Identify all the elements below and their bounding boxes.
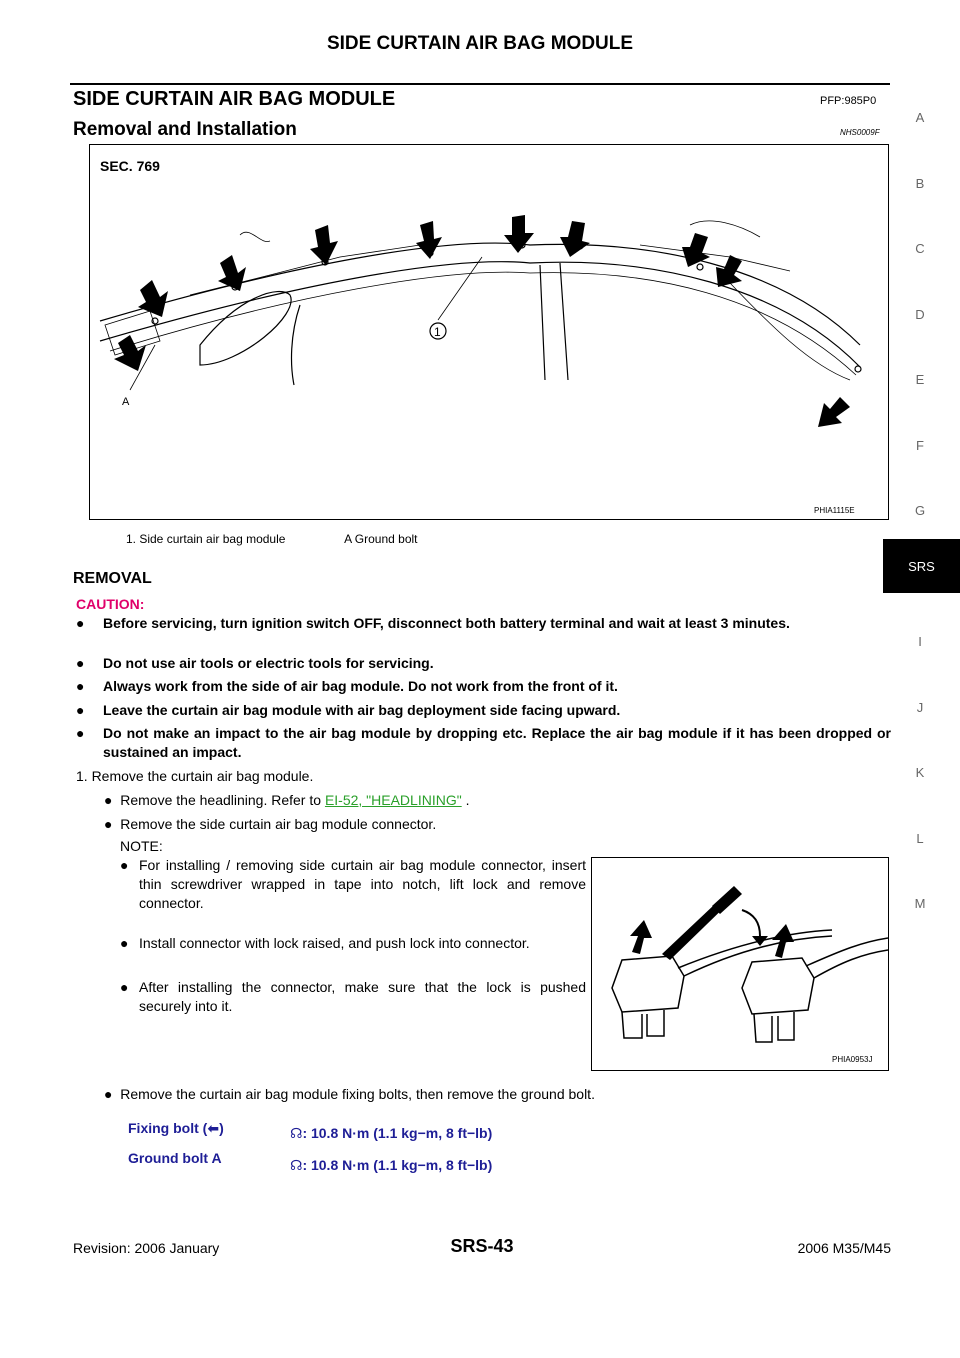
step-1: 1. Remove the curtain air bag module. bbox=[76, 768, 314, 784]
arrow-left-icon: ⬅ bbox=[207, 1120, 220, 1136]
caution-item: ● Always work from the side of air bag module. Do not work from the front of it. bbox=[76, 678, 618, 694]
header-rule bbox=[70, 83, 890, 85]
caution-item: ● Leave the curtain air bag module with air bag deployment side facing upward. bbox=[76, 702, 621, 718]
roof-rail-figure bbox=[89, 144, 889, 520]
caption-item-1: 1. Side curtain air bag module bbox=[126, 532, 286, 546]
page-header-title: SIDE CURTAIN AIR BAG MODULE bbox=[326, 33, 634, 54]
sub-step-connector: ● Remove the side curtain air bag module connector. bbox=[104, 816, 437, 832]
tab-j[interactable]: J bbox=[916, 700, 924, 715]
tab-b[interactable]: B bbox=[915, 176, 925, 191]
tab-l[interactable]: L bbox=[916, 831, 924, 846]
figure1-caption bbox=[126, 532, 474, 546]
page-number: SRS-43 bbox=[450, 1236, 514, 1256]
spec-ground-bolt-label: Ground bolt A bbox=[128, 1150, 222, 1166]
tab-g[interactable]: G bbox=[914, 503, 926, 518]
spec-fixing-bolt-label: Fixing bolt (⬅) bbox=[128, 1120, 224, 1136]
note-item: ● After installing the connector, make sure that the lock is pushed securely into it. bbox=[120, 979, 586, 1014]
caution-item: ● Before servicing, turn ignition switch OFF, disconnect both battery terminal and wait at least 3 minutes. bbox=[76, 615, 790, 631]
tab-f[interactable]: F bbox=[916, 438, 924, 453]
tab-d[interactable]: D bbox=[915, 307, 925, 322]
roof-rail-diagram bbox=[90, 145, 888, 519]
tab-srs-active[interactable]: SRS bbox=[883, 539, 960, 593]
torque-wrench-icon: ☊ bbox=[290, 1157, 303, 1173]
tab-a[interactable]: A bbox=[915, 110, 925, 125]
caption-item-a: A Ground bolt bbox=[344, 532, 418, 546]
note-item: ● For installing / removing side curtain air bag module connector, insert thin screwdriver wrapped in tape into notch, lift lock and remove connector. bbox=[120, 857, 586, 911]
callout-1: 1 bbox=[434, 325, 441, 339]
headlining-link[interactable]: EI-52, "HEADLINING" bbox=[324, 792, 462, 808]
torque-wrench-icon: ☊ bbox=[290, 1125, 303, 1141]
fixing-bolt-arrows bbox=[114, 215, 850, 427]
sec-label: SEC. 769 bbox=[100, 158, 160, 174]
sub-step-headlining: ● Remove the headlining. Refer to EI-52, "HEADLINING" . bbox=[104, 792, 470, 808]
tab-m[interactable]: M bbox=[914, 896, 926, 911]
section-title: SIDE CURTAIN AIR BAG MODULE bbox=[73, 88, 396, 110]
note-label: NOTE: bbox=[120, 838, 163, 854]
tab-k[interactable]: K bbox=[915, 765, 925, 780]
spec-ground-bolt-value: ☊: 10.8 N·m (1.1 kg−m, 8 ft−lb) bbox=[290, 1157, 493, 1173]
model-name: 2006 M35/M45 bbox=[797, 1240, 891, 1256]
connector-figure bbox=[591, 857, 889, 1071]
caution-item: ● Do not make an impact to the air bag module by dropping etc. Replace the air bag module if it has been dropped or sustained an impact. bbox=[76, 725, 891, 760]
spec-fixing-bolt-value: ☊: 10.8 N·m (1.1 kg−m, 8 ft−lb) bbox=[290, 1125, 493, 1141]
tab-i[interactable]: I bbox=[918, 634, 922, 649]
revision-date: Revision: 2006 January bbox=[73, 1240, 220, 1256]
tab-e[interactable]: E bbox=[915, 372, 925, 387]
subsection-title: Removal and Installation bbox=[73, 119, 297, 140]
figure1-id: PHIA1115E bbox=[814, 506, 855, 515]
tab-c[interactable]: C bbox=[915, 241, 925, 256]
note-item: ● Install connector with lock raised, and push lock into connector. bbox=[120, 935, 530, 951]
caution-label: CAUTION: bbox=[76, 596, 145, 612]
nhs-code: NHS0009F bbox=[840, 128, 880, 137]
sub-step-bolts: ● Remove the curtain air bag module fixing bolts, then remove the ground bolt. bbox=[104, 1086, 595, 1102]
figure2-id: PHIA0953J bbox=[832, 1055, 873, 1064]
callout-a: A bbox=[122, 396, 130, 408]
removal-heading: REMOVAL bbox=[73, 570, 152, 587]
pfp-code: PFP:985P0 bbox=[820, 95, 877, 107]
connector-diagram bbox=[592, 858, 888, 1070]
caution-item: ● Do not use air tools or electric tools for servicing. bbox=[76, 655, 434, 671]
